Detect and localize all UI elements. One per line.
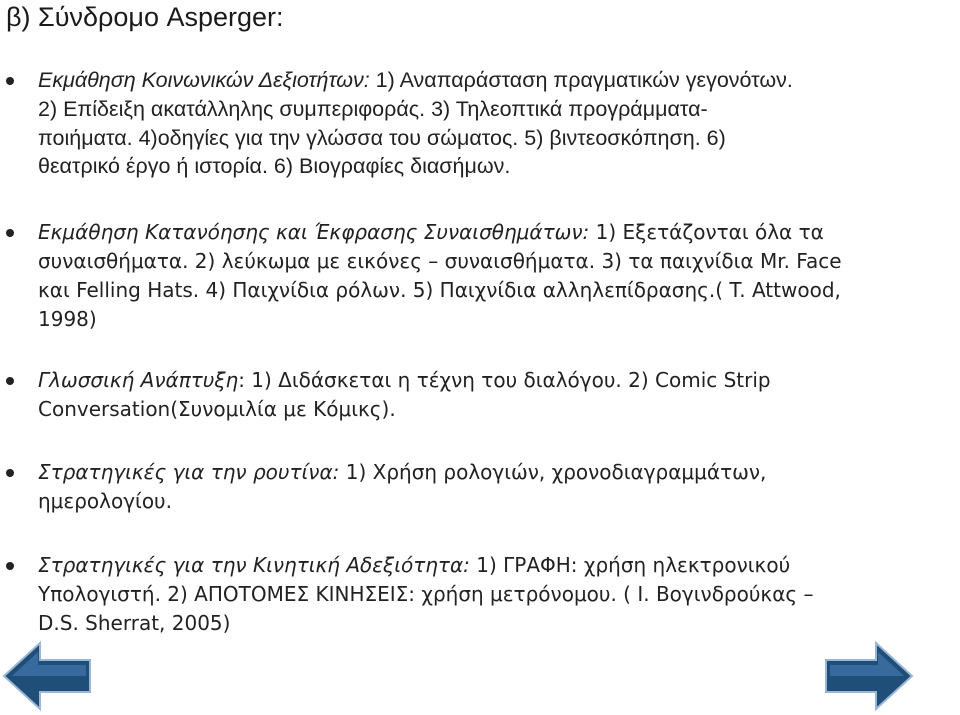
bullet-line: 2) Επίδειξη ακατάλληλης συμπεριφοράς. 3) Τηλεοπτικά προγράμματα- [38, 96, 708, 121]
bullet-text [38, 218, 956, 334]
bullet-line: 1) Εξετάζονται όλα τα [589, 220, 824, 244]
slide-title: β) Σύνδρομο Asperger: [6, 2, 284, 32]
bullet-line: : 1) Διδάσκεται η τέχνη του διαλόγου. 2) Comic Strip [238, 368, 771, 392]
bullet-line: 1) Αναπαράσταση πραγματικών γεγονότων. [369, 68, 793, 92]
bullet-line: ημερολογίου. [38, 489, 172, 513]
bullet-text [38, 458, 956, 516]
prev-slide-button[interactable] [2, 640, 94, 712]
bullet-line: 1) ΓΡΑΦΗ: χρήση ηλεκτρονικού [469, 553, 791, 577]
bullet-line: συναισθήματα. 2) λεύκωμα με εικόνες – συναισθήματα. 3) τα παιχνίδια Mr. Face [38, 249, 842, 273]
bullet-label: Στρατηγικές για την Κινητική Αδεξιότητα: [38, 553, 470, 577]
bullet-dot [6, 562, 14, 570]
bullet-line: Conversation(Συνομιλία με Κόμικς). [38, 397, 396, 421]
next-slide-button[interactable] [822, 640, 914, 712]
bullet-line: ποιήματα. 4)οδηγίες για την γλώσσα του σώματος. 5) βιντεοσκόπηση. 6) [38, 125, 726, 150]
bullet-dot [6, 77, 14, 85]
bullet-line: 1998) [38, 307, 97, 331]
bullet-dot [6, 469, 14, 477]
bullet-label: Στρατηγικές για την ρουτίνα: [38, 460, 340, 484]
bullet-label: Γλωσσική Ανάπτυξη [38, 368, 239, 392]
bullet-line: 1) Χρήση ρολογιών, χρονοδιαγραμμάτων, [339, 460, 767, 484]
bullet-line: D.S. Sherrat, 2005) [38, 611, 231, 635]
bullet-dot [6, 377, 14, 385]
bullet-label: Εκμάθηση Κατανόησης και Έκφρασης Συναισθημάτων: [38, 220, 590, 244]
bullet-text [38, 366, 956, 424]
arrow-right-icon [822, 640, 914, 712]
bullet-text [38, 66, 956, 181]
arrow-left-icon [2, 640, 94, 712]
bullet-line: και Felling Hats. 4) Παιχνίδια ρόλων. 5) Παιχνίδια αλληλεπίδρασης.( T. Attwood, [38, 278, 841, 302]
bullet-line: Υπολογιστή. 2) ΑΠΟΤΟΜΕΣ ΚΙΝΗΣΕΙΣ: χρήση μετρόνομου. ( I. Βογινδρούκας – [38, 582, 814, 606]
bullet-label: Εκμάθηση Κοινωνικών Δεξιοτήτων: [38, 68, 370, 92]
bullet-line: θεατρικό έργο ή ιστορία. 6) Βιογραφίες διασήμων. [38, 154, 511, 179]
bullet-dot [6, 229, 14, 237]
bullet-text [38, 551, 956, 638]
